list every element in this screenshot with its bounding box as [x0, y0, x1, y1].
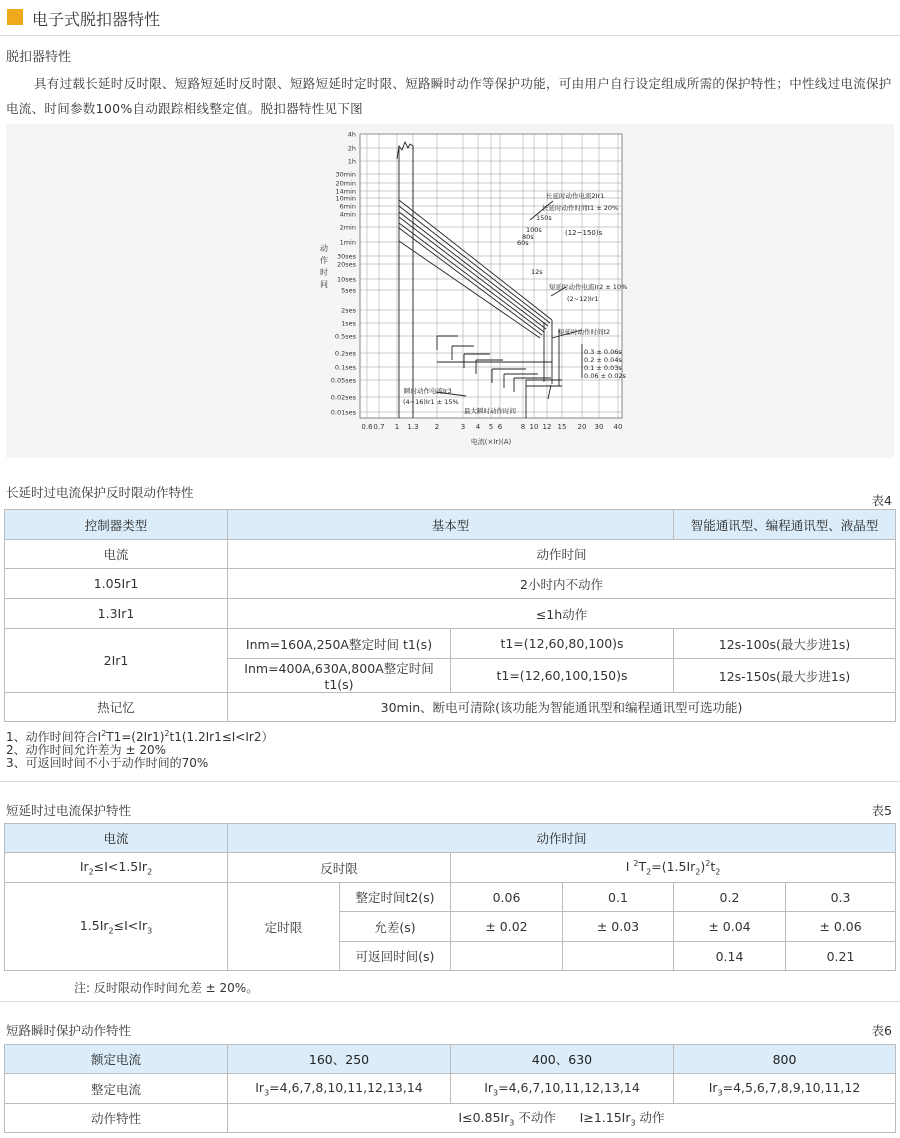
- table6-header-rating: 800: [674, 1045, 896, 1074]
- y-tick-label: 4h: [347, 130, 356, 139]
- annotation-100s: 100s: [526, 226, 542, 234]
- annotation-80s: 80s: [522, 233, 534, 241]
- x-tick-label: 6: [497, 423, 503, 431]
- table5-header-current: 电流: [5, 824, 228, 853]
- table5-inverse-formula: I $^2T_2=(1.5Ir_2)^2t_2$: [451, 853, 896, 883]
- table4-cell: 2小时内不动作: [228, 569, 896, 599]
- y-tick-label: 1ses: [341, 319, 356, 328]
- table6-setting-cell: $Ir_3=4,5,6,7,8,9,10,11,12$: [674, 1074, 896, 1104]
- y-tick-label: 5ses: [341, 286, 356, 295]
- table5-cell: 0.1: [563, 883, 674, 912]
- annotation-long-current: 长延时动作电流2Ir1: [546, 192, 605, 200]
- y-tick-label: 6min: [339, 202, 356, 211]
- y-axis-label-char: 间: [320, 280, 328, 289]
- table5-inverse-condition: $Ir_2\le I<1.5Ir_2$: [5, 853, 228, 883]
- table6-action-cell: $I\le 0.85Ir_3$ 不动作 $I\ge 1.15Ir_3$ 动作: [228, 1104, 896, 1133]
- annotation-t01: 0.1 ± 0.03s: [584, 364, 622, 372]
- table6: [4, 1044, 896, 1133]
- annotation-long-time: 长延时动作时间t1 ± 20%: [542, 204, 619, 212]
- table5-row-label: 允差(s): [340, 912, 451, 942]
- table5-cell: [563, 942, 674, 971]
- table5-cell: 0.21: [786, 942, 896, 971]
- table4-header-basic: 基本型: [228, 510, 674, 540]
- annotation-150s: 150s: [536, 214, 552, 222]
- table4-cell: 1.3Ir1: [5, 599, 228, 629]
- table4-caption: 长延时过电流保护反时限动作特性: [6, 485, 194, 500]
- table4-cell: 2Ir1: [5, 629, 228, 693]
- y-tick-label: 20min: [335, 179, 356, 188]
- y-tick-label: 2ses: [341, 306, 356, 315]
- annotation-t02: 0.2 ± 0.04s: [584, 356, 622, 364]
- intro-subtitle: 脱扣器特性: [6, 50, 72, 65]
- table5-cell: ± 0.03: [563, 912, 674, 942]
- y-tick-label: 10min: [335, 194, 356, 203]
- annotation-12s: 12s: [531, 268, 543, 276]
- y-tick-label: 0.2ses: [334, 349, 356, 358]
- table5-row-label: 可返回时间(s): [340, 942, 451, 971]
- table5-note: 注: 反时限动作时间允差 ± 20%。: [74, 981, 259, 995]
- table5: [4, 823, 896, 971]
- x-tick-label: 0.6: [361, 423, 373, 431]
- table4-cell: Inm=160A,250A整定时间 t1(s): [228, 629, 451, 659]
- x-tick-label: 0.7: [373, 423, 385, 431]
- y-tick-label: 2min: [339, 223, 356, 232]
- annotation-short-range: (2~12)Ir1: [567, 295, 599, 303]
- annotation-inst-range: (4~16)Ir1 ± 15%: [403, 398, 459, 406]
- orange-square-icon: [7, 9, 23, 25]
- table4-cell: 30min、断电可清除(该功能为智能通讯型和编程通讯型可选功能): [228, 693, 896, 722]
- table5-cell: ± 0.04: [674, 912, 786, 942]
- table4-note-2: 2、动作时间允许差为 ± 20%: [6, 743, 166, 757]
- y-tick-label: 30min: [335, 170, 356, 179]
- divider: [0, 1001, 900, 1002]
- table5-caption: 短延时过电流保护特性: [6, 803, 132, 818]
- x-axis-label: 电流(×Ir)(A): [470, 438, 512, 446]
- table5-cell: 0.2: [674, 883, 786, 912]
- y-tick-label: 0.1ses: [334, 363, 356, 372]
- annotation-short-time: 短延时动作时间t2: [558, 328, 611, 336]
- table4-cell: t1=(12,60,80,100)s: [451, 629, 674, 659]
- table4-header-type: 控制器类型: [5, 510, 228, 540]
- x-tick-label: 8: [520, 423, 526, 431]
- section-header: [0, 0, 900, 36]
- table5-row-label: 整定时间t2(s): [340, 883, 451, 912]
- section-title: 电子式脱扣器特性: [32, 10, 161, 29]
- annotation-short-current: 短延时动作电流Ir2 ± 10%: [549, 283, 628, 291]
- trip-characteristic-figure: [6, 124, 894, 458]
- x-tick-label: 1.3: [407, 423, 419, 431]
- y-tick-label: 0.02ses: [330, 393, 356, 402]
- x-tick-label: 2: [434, 423, 440, 431]
- x-tick-label: 5: [488, 423, 494, 431]
- y-tick-label: 10ses: [336, 275, 356, 284]
- table5-cell: ± 0.02: [451, 912, 563, 942]
- y-tick-label: 2h: [347, 144, 356, 153]
- table5-inverse-label: 反时限: [228, 853, 451, 883]
- x-tick-label: 1: [394, 423, 400, 431]
- annotation-t006: 0.06 ± 0.02s: [584, 372, 626, 380]
- trip-curve-svg: [6, 124, 894, 458]
- y-tick-label: 14min: [335, 187, 356, 196]
- y-tick-label: 0.5ses: [334, 332, 356, 341]
- table4-number: 表4: [871, 493, 892, 508]
- y-tick-label: 4min: [339, 210, 356, 219]
- table4-cell: ≤1h动作: [228, 599, 896, 629]
- table4-notes: [6, 727, 273, 770]
- x-tick-label: 4: [475, 423, 481, 431]
- table4-cell: 动作时间: [228, 540, 896, 569]
- table4-cell: 电流: [5, 540, 228, 569]
- y-axis-label-char: 动: [320, 244, 328, 253]
- table4-cell: 12s-150s(最大步进1s): [674, 659, 896, 693]
- table5-definite-label: 定时限: [228, 883, 340, 971]
- y-tick-label: 1min: [339, 238, 356, 247]
- table4-cell: 12s-100s(最大步进1s): [674, 629, 896, 659]
- x-tick-label: 12: [542, 423, 552, 431]
- annotation-60s: 60s: [517, 239, 529, 247]
- table4: [4, 509, 896, 722]
- x-tick-label: 3: [460, 423, 466, 431]
- y-tick-label: 30ses: [336, 252, 356, 261]
- table5-cell: ± 0.06: [786, 912, 896, 942]
- x-tick-label: 30: [594, 423, 604, 431]
- annotation-range: (12~150)s: [565, 229, 603, 237]
- x-tick-label: 20: [577, 423, 587, 431]
- table6-header-label: 额定电流: [5, 1045, 228, 1074]
- table6-setting-cell: $Ir_3=4,6,7,10,11,12,13,14$: [451, 1074, 674, 1104]
- x-tick-label: 40: [613, 423, 623, 431]
- table5-header-time: 动作时间: [228, 824, 896, 853]
- y-tick-label: 1h: [347, 157, 356, 166]
- table6-number: 表6: [871, 1023, 892, 1038]
- table4-cell: t1=(12,60,100,150)s: [451, 659, 674, 693]
- table6-setting-cell: $Ir_3=4,6,7,8,10,11,12,13,14$: [228, 1074, 451, 1104]
- table5-number: 表5: [871, 803, 892, 818]
- y-axis-label-char: 作: [320, 256, 328, 265]
- table6-caption: 短路瞬时保护动作特性: [6, 1023, 132, 1038]
- table5-cell: 0.3: [786, 883, 896, 912]
- table5-cell: 0.06: [451, 883, 563, 912]
- y-tick-label: 0.01ses: [330, 408, 356, 417]
- table4-note-3: 3、可返回时间不小于动作时间的70%: [6, 756, 209, 770]
- table4-header-smart: 智能通讯型、编程通讯型、液晶型: [674, 510, 896, 540]
- divider: [0, 781, 900, 782]
- intro-paragraph: 具有过载长延时反时限、短路短延时反时限、短路短延时定时限、短路瞬时动作等保护功能，可由用户自行设定组成所需的保护特性；中性线过电流保护电流、时间参数100%自动跟踪相线整定值。脱扣器特性见下图: [6, 76, 892, 116]
- x-tick-label: 15: [557, 423, 567, 431]
- annotation-max-inst: 最大瞬时动作时间: [464, 407, 516, 415]
- table6-header-rating: 160、250: [228, 1045, 451, 1074]
- annotation-t03: 0.3 ± 0.06s: [584, 348, 622, 356]
- table5-cell: 0.14: [674, 942, 786, 971]
- table4-cell: 1.05Ir1: [5, 569, 228, 599]
- y-tick-label: 20ses: [336, 260, 356, 269]
- table4-cell: Inm=400A,630A,800A整定时间 t1(s): [228, 659, 451, 693]
- y-axis-label-char: 时: [320, 268, 328, 277]
- x-tick-label: 10: [529, 423, 539, 431]
- y-tick-label: 0.05ses: [330, 376, 356, 385]
- table5-cell: [451, 942, 563, 971]
- table5-definite-condition: $1.5Ir_2\le I<Ir_3$: [5, 883, 228, 971]
- table4-note-1: 1、动作时间符合$I^2T1=(2Ir1)^2t1(1.2Ir1\le I<Ir2)$: [6, 729, 274, 744]
- table6-action-label: 动作特性: [5, 1104, 228, 1133]
- table4-cell: 热记忆: [5, 693, 228, 722]
- table6-setting-label: 整定电流: [5, 1074, 228, 1104]
- annotation-inst-current: 瞬时动作电流Ir3: [404, 387, 452, 395]
- table6-header-rating: 400、630: [451, 1045, 674, 1074]
